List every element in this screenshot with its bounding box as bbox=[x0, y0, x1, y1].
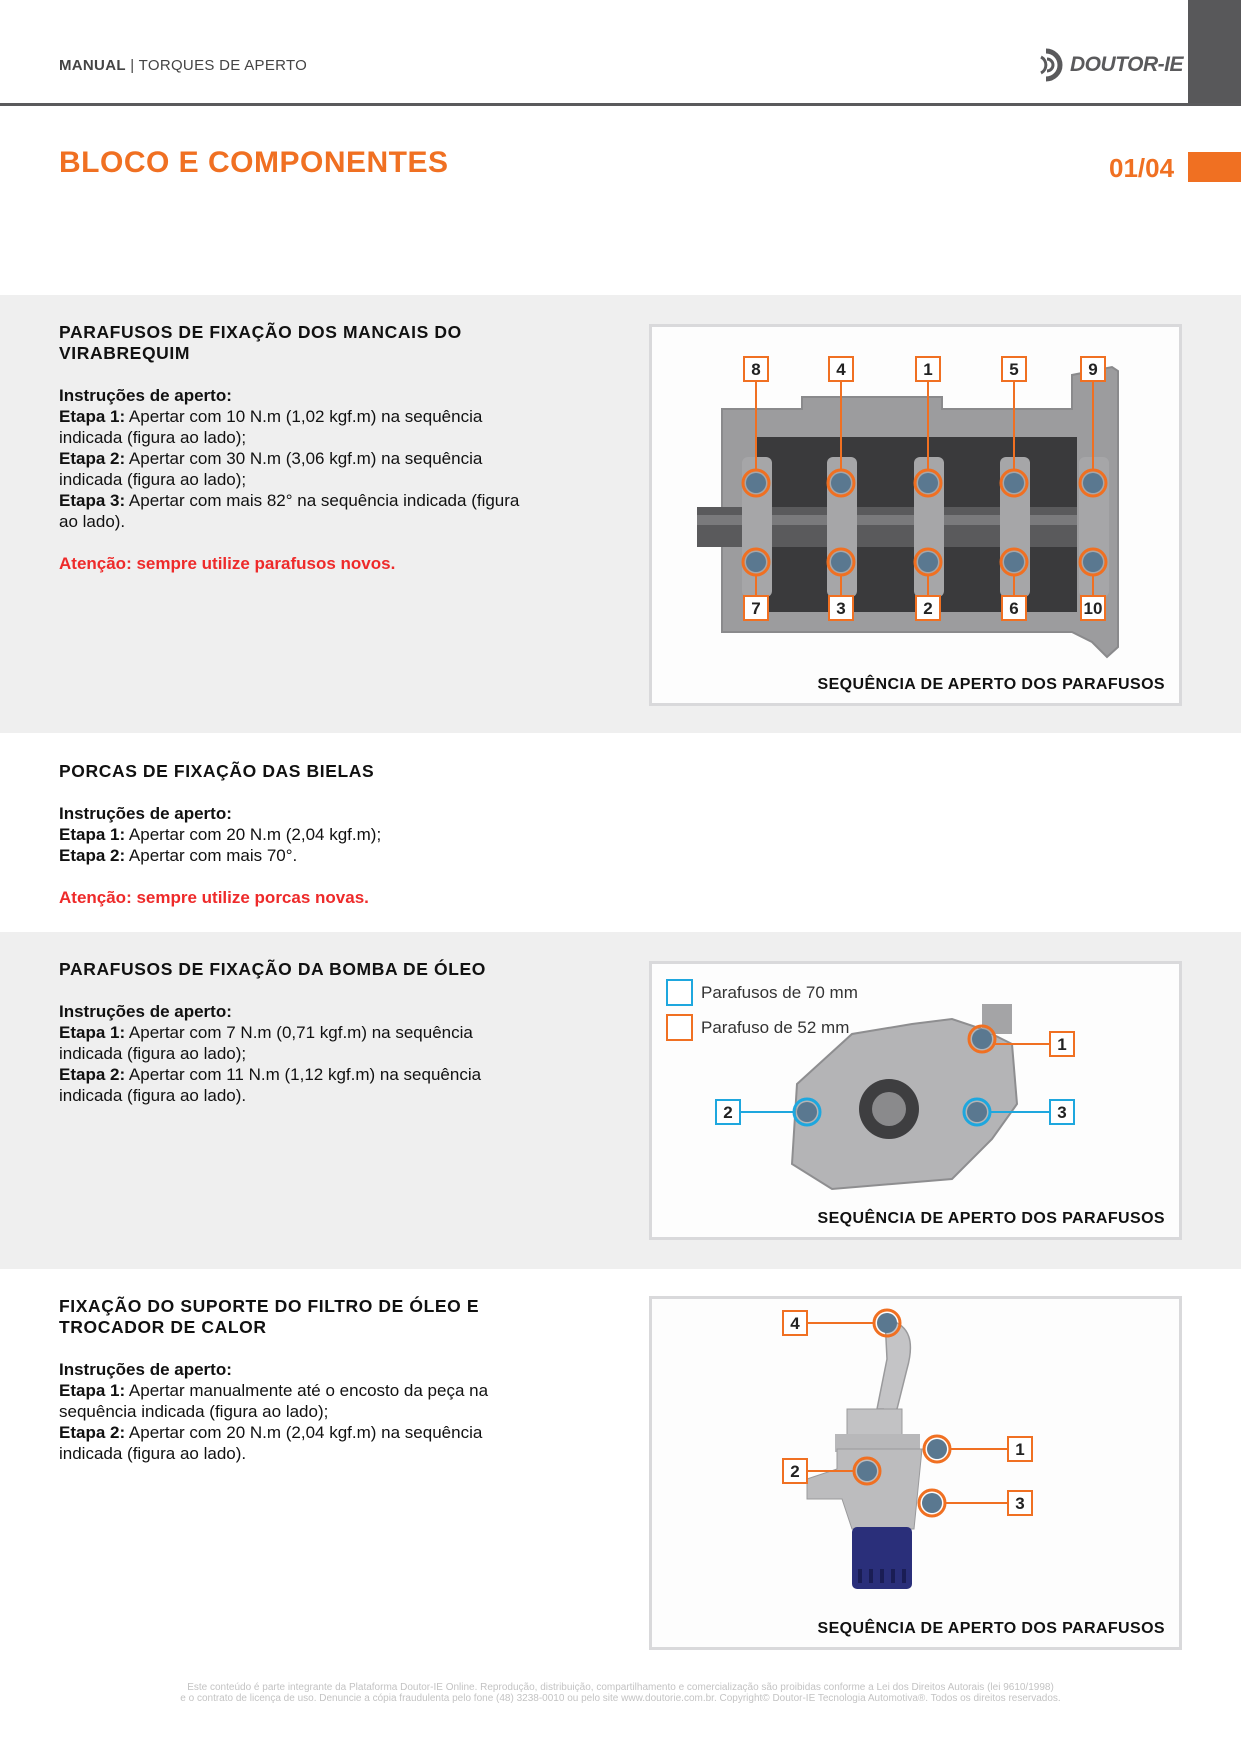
step-2 bbox=[59, 1064, 539, 1106]
step-2 bbox=[59, 448, 539, 490]
header-separator: | bbox=[125, 57, 139, 74]
bolt-icon bbox=[967, 1102, 987, 1122]
callout-3 bbox=[919, 1490, 1032, 1516]
warning-text: Atenção: sempre utilize parafusos novos. bbox=[59, 554, 396, 573]
engine-block-figure bbox=[649, 324, 1182, 706]
step-1 bbox=[59, 824, 539, 845]
callout-number: 1 bbox=[1057, 1035, 1067, 1054]
callout-number: 2 bbox=[790, 1462, 800, 1481]
callout-number: 3 bbox=[1057, 1103, 1067, 1122]
step-3 bbox=[59, 490, 539, 532]
step-label: Etapa 1: bbox=[59, 1023, 126, 1042]
section-heading: FIXAÇÃO DO SUPORTE DO FILTRO DE ÓLEO E TROCADOR DE CALOR bbox=[59, 1296, 480, 1337]
section-text bbox=[59, 1296, 539, 1464]
warning-text: Atenção: sempre utilize porcas novas. bbox=[59, 888, 369, 907]
doutor-ie-logo bbox=[1036, 48, 1183, 82]
callout-number: 9 bbox=[1088, 360, 1098, 379]
pump-hub bbox=[872, 1092, 906, 1126]
instructions-title: Instruções de aperto: bbox=[59, 1360, 232, 1379]
oil-filter-figure bbox=[649, 1296, 1182, 1650]
step-label: Etapa 3: bbox=[59, 491, 126, 510]
step-text: Apertar com 20 N.m (2,04 kgf.m); bbox=[125, 825, 382, 844]
step-1 bbox=[59, 1380, 539, 1422]
step-text: Apertar com 30 N.m (3,06 kgf.m) na sequência indicada (figura ao lado); bbox=[59, 449, 483, 489]
section-text bbox=[59, 322, 539, 574]
header-breadcrumb bbox=[59, 57, 307, 74]
footer-line-1: Este conteúdo é parte integrante da Plataforma Doutor-IE Online. Reprodução, distribuição, compartilhamento e comercialização são proibidas conforme a Lei dos Direitos Autorais (lei 9610/1998) bbox=[187, 1682, 1054, 1693]
page-number: 01/04 bbox=[1109, 153, 1175, 183]
callout-number: 3 bbox=[836, 599, 846, 618]
logo-text: DOUTOR-IE bbox=[1070, 53, 1183, 76]
logo-mark-icon bbox=[1036, 48, 1066, 82]
pump-outlet bbox=[982, 1004, 1012, 1034]
bolt-icon bbox=[918, 552, 938, 572]
bolt-icon bbox=[877, 1313, 897, 1333]
section-oil-pump bbox=[0, 932, 1241, 1269]
step-text: Apertar com 10 N.m (1,02 kgf.m) na sequência indicada (figura ao lado); bbox=[59, 407, 483, 447]
engine-block-illustration bbox=[652, 327, 1179, 703]
section-connecting-rod-nuts bbox=[0, 733, 1241, 932]
section-heading: PARAFUSOS DE FIXAÇÃO DOS MANCAIS DO VIRABREQUIM bbox=[59, 322, 462, 363]
bolt-icon bbox=[1004, 473, 1024, 493]
bolt-icon bbox=[746, 552, 766, 572]
callout-3 bbox=[964, 1099, 1074, 1125]
oil-pump-figure bbox=[649, 961, 1182, 1240]
legend-label: Parafusos de 70 mm bbox=[701, 982, 858, 1002]
callout-number: 5 bbox=[1009, 360, 1019, 379]
step-text: Apertar com 20 N.m (2,04 kgf.m) na sequência indicada (figura ao lado). bbox=[59, 1423, 483, 1463]
callout-number: 4 bbox=[790, 1314, 800, 1333]
callout-2 bbox=[716, 1099, 820, 1125]
figure-caption: SEQUÊNCIA DE APERTO DOS PARAFUSOS bbox=[817, 1620, 1165, 1637]
callout-4 bbox=[783, 1310, 900, 1336]
legend-label: Parafuso de 52 mm bbox=[701, 1017, 850, 1037]
oil-filter-illustration bbox=[652, 1299, 1179, 1647]
step-label: Etapa 2: bbox=[59, 449, 126, 468]
instructions-title: Instruções de aperto: bbox=[59, 1002, 232, 1021]
section-text bbox=[59, 959, 539, 1106]
step-label: Etapa 2: bbox=[59, 846, 126, 865]
step-text: Apertar com 7 N.m (0,71 kgf.m) na sequência indicada (figura ao lado); bbox=[59, 1023, 473, 1063]
header-manual-label: MANUAL bbox=[59, 57, 126, 74]
oil-pump-illustration bbox=[652, 964, 1179, 1237]
bolt-icon bbox=[857, 1461, 877, 1481]
callout-number: 2 bbox=[923, 599, 933, 618]
callout-1 bbox=[924, 1436, 1032, 1462]
filter-support-body bbox=[807, 1449, 922, 1529]
step-label: Etapa 1: bbox=[59, 407, 126, 426]
bolt-icon bbox=[746, 473, 766, 493]
callout-number: 3 bbox=[1015, 1494, 1025, 1513]
callout-1 bbox=[969, 1026, 1074, 1056]
header-section-label: TORQUES DE APERTO bbox=[138, 57, 308, 74]
section-heading: PORCAS DE FIXAÇÃO DAS BIELAS bbox=[59, 761, 375, 781]
bolt-icon bbox=[831, 552, 851, 572]
step-1 bbox=[59, 406, 539, 448]
callout-number: 2 bbox=[723, 1103, 733, 1122]
callout-number: 7 bbox=[751, 599, 761, 618]
bolt-icon bbox=[1004, 552, 1024, 572]
page-header bbox=[0, 0, 1241, 106]
page-number-accent-bar bbox=[1188, 152, 1241, 182]
header-side-bar bbox=[1188, 0, 1241, 106]
figure-caption: SEQUÊNCIA DE APERTO DOS PARAFUSOS bbox=[817, 1210, 1165, 1227]
callout-number: 1 bbox=[1015, 1440, 1025, 1459]
section-heading: PARAFUSOS DE FIXAÇÃO DA BOMBA DE ÓLEO bbox=[59, 959, 486, 979]
bolt-icon bbox=[831, 473, 851, 493]
section-oil-filter-support bbox=[0, 1269, 1241, 1669]
page-title: BLOCO E COMPONENTES bbox=[59, 146, 449, 179]
callout-number: 8 bbox=[751, 360, 761, 379]
figure-caption: SEQUÊNCIA DE APERTO DOS PARAFUSOS bbox=[817, 676, 1165, 693]
instructions-title: Instruções de aperto: bbox=[59, 386, 232, 405]
bolt-icon bbox=[927, 1439, 947, 1459]
bolt-icon bbox=[922, 1493, 942, 1513]
copyright-footer bbox=[0, 1682, 1241, 1704]
bolt-icon bbox=[918, 473, 938, 493]
callout-number: 6 bbox=[1009, 599, 1019, 618]
callout-number: 1 bbox=[923, 360, 933, 379]
callout-number: 10 bbox=[1083, 599, 1103, 618]
step-label: Etapa 1: bbox=[59, 1381, 126, 1400]
header-divider bbox=[0, 103, 1241, 106]
bolt-icon bbox=[1083, 552, 1103, 572]
step-text: Apertar com 11 N.m (1,12 kgf.m) na sequência indicada (figura ao lado). bbox=[59, 1065, 482, 1105]
step-2 bbox=[59, 1422, 539, 1464]
step-text: Apertar manualmente até o encosto da peça na sequência indicada (figura ao lado); bbox=[59, 1381, 489, 1421]
bolt-icon bbox=[1083, 473, 1103, 493]
step-1 bbox=[59, 1022, 539, 1064]
step-label: Etapa 2: bbox=[59, 1423, 126, 1442]
step-label: Etapa 2: bbox=[59, 1065, 126, 1084]
callout-number: 4 bbox=[836, 360, 846, 379]
step-text: Apertar com mais 70°. bbox=[125, 846, 298, 865]
bolt-icon bbox=[972, 1029, 992, 1049]
instructions-title: Instruções de aperto: bbox=[59, 804, 232, 823]
bolt-icon bbox=[797, 1102, 817, 1122]
step-label: Etapa 1: bbox=[59, 825, 126, 844]
step-text: Apertar com mais 82° na sequência indicada (figura ao lado). bbox=[59, 491, 520, 531]
section-text bbox=[59, 761, 539, 908]
section-crankshaft-bearings bbox=[0, 295, 1241, 733]
footer-line-2: e o contrato de licença de uso. Denuncie a cópia fraudulenta pelo fone (48) 3238-0010 ou pelo site www.doutorie.com.br. Copyright© Doutor-IE Tecnologia Automotiva®. Todos os direitos reservados. bbox=[180, 1693, 1061, 1704]
step-2 bbox=[59, 845, 539, 866]
